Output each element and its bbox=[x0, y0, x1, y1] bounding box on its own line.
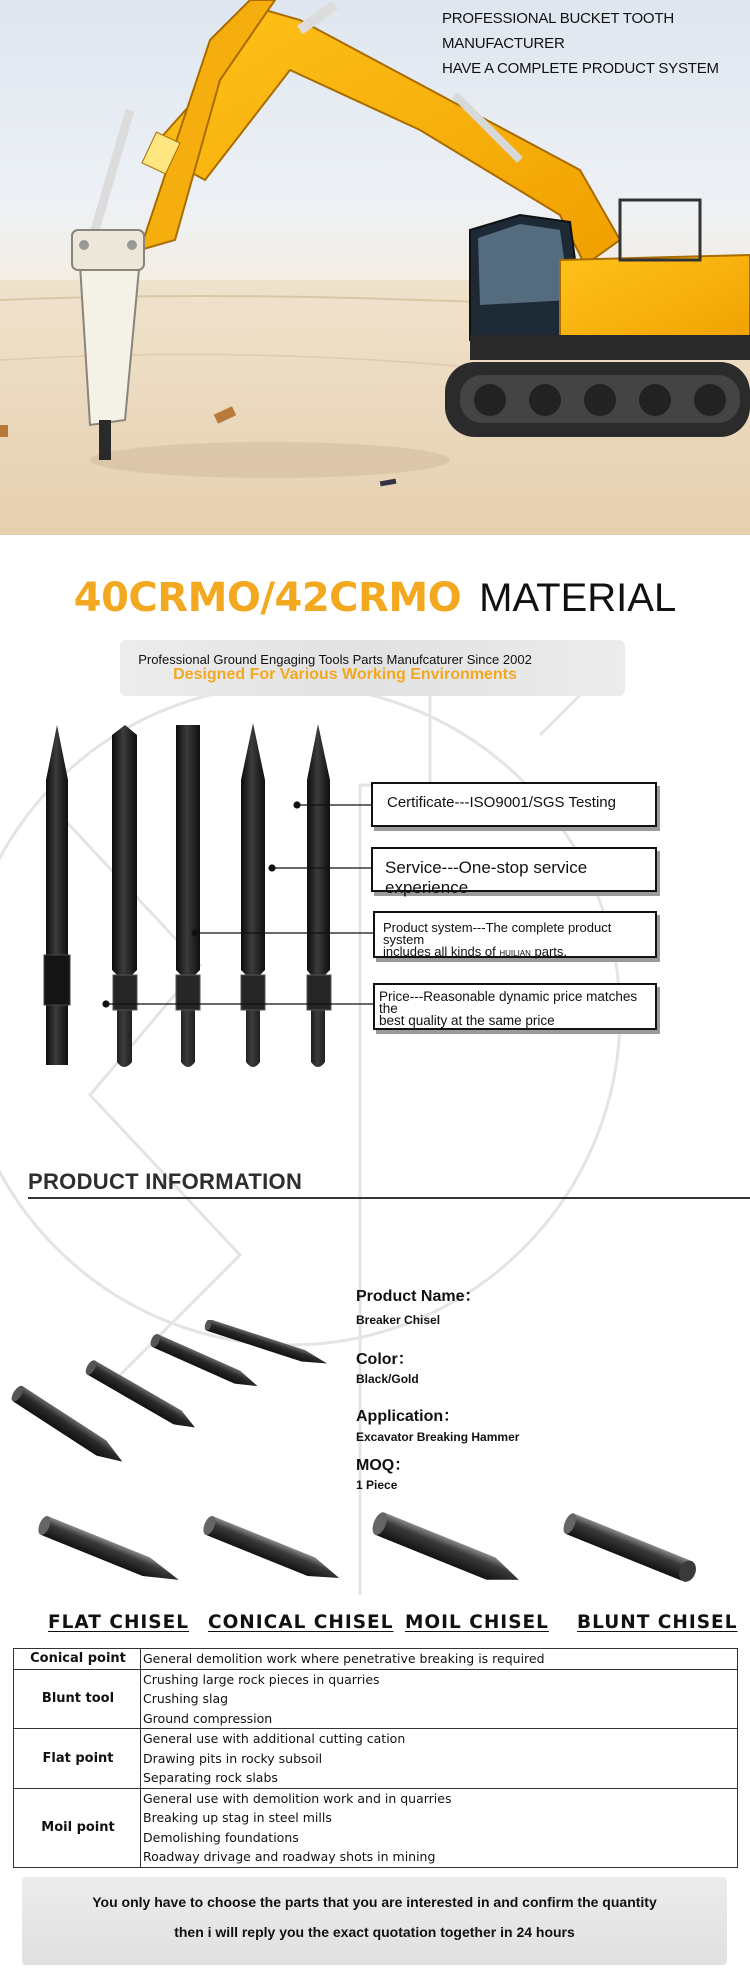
chisel-blunt bbox=[176, 725, 200, 1067]
product-information-heading: PRODUCT INFORMATION bbox=[28, 1169, 303, 1194]
table-row bbox=[14, 1669, 738, 1729]
feature-product-line-2-b: parts. bbox=[530, 944, 568, 959]
use-line: Breaking up stag in steel mills bbox=[143, 1810, 332, 1825]
chisel-types-illustration bbox=[0, 1508, 750, 1598]
heading-divider bbox=[28, 1197, 750, 1199]
hero-tagline-line-1: PROFESSIONAL BUCKET TOOTH MANUFACTURER bbox=[442, 10, 674, 52]
use-line: Separating rock slabs bbox=[143, 1770, 278, 1785]
feature-price-line-1: Price---Reasonable dynamic price matches the bbox=[379, 989, 638, 1016]
use-line: Roadway drivage and roadway shots in mining bbox=[143, 1849, 436, 1864]
conical-chisel-image bbox=[201, 1514, 343, 1587]
application-value: Excavator Breaking Hammer bbox=[356, 1430, 520, 1444]
product-name-label: Product Name： bbox=[356, 1288, 481, 1305]
feature-product-line-2 bbox=[383, 946, 655, 960]
feature-service bbox=[371, 847, 657, 897]
color-label: Color： bbox=[356, 1351, 414, 1368]
row-uses bbox=[141, 1729, 738, 1789]
use-line: General use with demolition work and in quarries bbox=[143, 1790, 452, 1806]
hero-tagline-line-2: HAVE A COMPLETE PRODUCT SYSTEM bbox=[442, 60, 719, 77]
row-type: Blunt tool bbox=[14, 1669, 141, 1729]
color-value: Black/Gold bbox=[356, 1372, 419, 1386]
hero-tagline bbox=[442, 6, 742, 81]
use-line: Ground compression bbox=[143, 1710, 273, 1726]
blunt-chisel-image bbox=[561, 1512, 699, 1585]
material-word: MATERIAL bbox=[479, 576, 677, 620]
use-line: Demolishing foundations bbox=[143, 1829, 299, 1845]
quotation-note-box bbox=[22, 1877, 727, 1965]
moq-value: 1 Piece bbox=[356, 1478, 398, 1492]
leader-lines bbox=[103, 802, 373, 1007]
row-uses bbox=[141, 1649, 738, 1670]
brand-name: HUILIAN bbox=[499, 949, 531, 958]
flat-chisel-image bbox=[36, 1514, 183, 1589]
chisel-moil-2 bbox=[307, 724, 331, 1067]
use-line: Drawing pits in rocky subsoil bbox=[143, 1750, 323, 1766]
feature-price-line-2: best quality at the same price bbox=[379, 1013, 555, 1028]
moil-chisel-image bbox=[370, 1510, 524, 1591]
feature-certificate-text: Certificate---ISO9001/SGS Testing bbox=[387, 794, 616, 811]
chisel-conical bbox=[241, 723, 265, 1067]
quotation-note-line-1: You only have to choose the parts that you are interested in and confirm the quantity bbox=[92, 1894, 657, 1910]
use-line: General use with additional cutting cation bbox=[143, 1731, 406, 1746]
breaker-chisels-photo bbox=[0, 1320, 360, 1500]
use-line: Crushing slag bbox=[143, 1691, 229, 1706]
row-type: Moil point bbox=[14, 1788, 141, 1867]
feature-product-line-1: Product system---The complete product system bbox=[383, 920, 612, 947]
blunt-chisel-label: BLUNT CHISEL bbox=[577, 1612, 738, 1633]
row-type: Flat point bbox=[14, 1729, 141, 1789]
chisel-usage-table bbox=[13, 1648, 738, 1868]
chisel-moil bbox=[44, 725, 70, 1065]
conical-chisel-label: CONICAL CHISEL bbox=[208, 1612, 394, 1633]
flat-chisel-label: FLAT CHISEL bbox=[48, 1612, 190, 1633]
table-row bbox=[14, 1649, 738, 1670]
table-row bbox=[14, 1729, 738, 1789]
table-row bbox=[14, 1788, 738, 1867]
row-type: Conical point bbox=[14, 1649, 141, 1670]
moil-chisel-label: MOIL CHISEL bbox=[405, 1612, 549, 1633]
row-uses bbox=[141, 1669, 738, 1729]
feature-product-text bbox=[383, 922, 655, 960]
feature-product-line-2-a: includes all kinds of bbox=[383, 944, 500, 959]
company-subtitle: Professional Ground Engaging Tools Parts Manufcaturer Since 2002 bbox=[138, 652, 532, 667]
quotation-note-line-2: then i will reply you the exact quotation together in 24 hours bbox=[174, 1924, 575, 1940]
material-code: 40CRMO/42CRMO bbox=[73, 575, 462, 621]
feature-price bbox=[373, 983, 657, 1030]
feature-service-text: Service---One-stop service experience bbox=[385, 858, 588, 897]
hero-banner bbox=[0, 0, 750, 535]
product-name-value: Breaker Chisel bbox=[356, 1313, 441, 1327]
feature-certificate bbox=[371, 782, 657, 827]
material-title bbox=[0, 575, 750, 621]
feature-price-text bbox=[379, 991, 655, 1027]
use-line: Crushing large rock pieces in quarries bbox=[143, 1671, 380, 1687]
use-line: General demolition work where penetrative breaking is required bbox=[143, 1651, 545, 1666]
chisel-flat bbox=[112, 725, 137, 1067]
application-label: Application： bbox=[356, 1408, 460, 1425]
moq-label: MOQ： bbox=[356, 1457, 411, 1474]
feature-product-system bbox=[373, 911, 657, 958]
slogan: Designed For Various Working Environments bbox=[173, 666, 517, 683]
row-uses bbox=[141, 1788, 738, 1867]
